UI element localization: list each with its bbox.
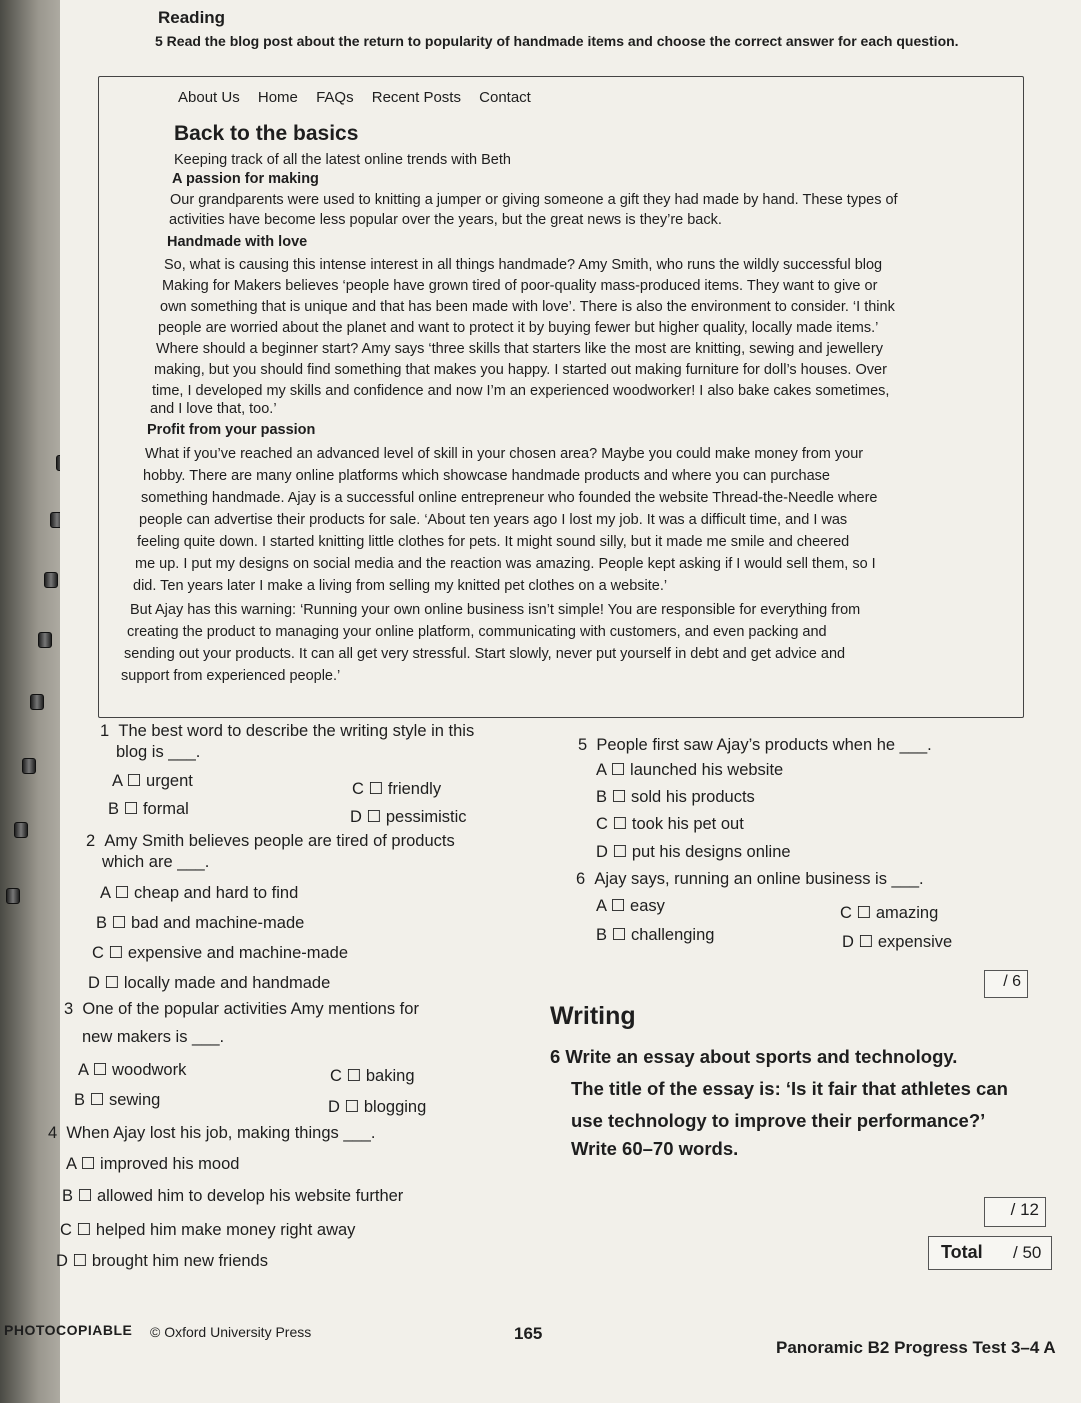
- q6-option-b[interactable]: B ☐ challenging: [596, 926, 715, 944]
- question-6-stem: 6 Ajay says, running an online business is ___.: [576, 870, 924, 888]
- q6-option-d[interactable]: D ☐ expensive: [842, 933, 953, 951]
- question-1-stem: 1 The best word to describe the writing style in this: [100, 722, 475, 740]
- blog-subtitle: Keeping track of all the latest online trends with Beth: [174, 152, 511, 168]
- blog-line: time, I developed my skills and confidence and now I’m an experienced woodworker! I also bake cakes sometimes,: [152, 383, 890, 399]
- blog-line: Making for Makers believes ‘people have grown tired of poor-quality mass-produced items. They want to give or: [162, 278, 878, 294]
- blog-line: feeling quite down. I started knitting little clothes for pets. It might sound silly, but it made me smile and cheered: [137, 534, 850, 550]
- blog-line: Our grandparents were used to knitting a jumper or giving someone a gift they had made by hand. These types of: [170, 192, 898, 208]
- q3-option-d[interactable]: D ☐ blogging: [328, 1098, 427, 1116]
- question-3-stem: 3 One of the popular activities Amy mentions for: [64, 1000, 419, 1018]
- blog-line: activities have become less popular over the years, but the great news is they’re back.: [169, 212, 722, 228]
- binding-ring: [14, 822, 28, 838]
- question-2-stem: 2 Amy Smith believes people are tired of products: [86, 832, 455, 850]
- binding-ring: [44, 572, 58, 588]
- writing-task-line: Write 60–70 words.: [571, 1138, 739, 1159]
- binding-ring: [30, 694, 44, 710]
- total-score: / 50: [1013, 1243, 1042, 1262]
- q6-option-a[interactable]: A ☐ easy: [596, 897, 665, 915]
- q1-option-c[interactable]: C ☐ friendly: [352, 780, 442, 798]
- q4-option-b[interactable]: B ☐ allowed him to develop his website further: [62, 1187, 404, 1205]
- q2-option-d[interactable]: D ☐ locally made and handmade: [88, 974, 331, 992]
- blog-line: What if you’ve reached an advanced level of skill in your chosen area? Maybe you could make money from your: [145, 446, 864, 462]
- nav-recent-posts[interactable]: Recent Posts: [371, 89, 461, 106]
- blog-line: sending out your products. It can all get very stressful. Start slowly, never put yourself in debt and get advice and: [124, 646, 846, 662]
- q1-option-a[interactable]: A ☐ urgent: [112, 772, 193, 790]
- photocopiable-label: PHOTOCOPIABLE: [4, 1322, 133, 1338]
- q5-option-b[interactable]: B ☐ sold his products: [596, 788, 755, 806]
- blog-line: people can advertise their products for sale. ‘About ten years ago I lost my job. It was a difficult time, and I was: [139, 512, 848, 528]
- q5-option-c[interactable]: C ☐ took his pet out: [596, 815, 744, 833]
- test-name: Panoramic B2 Progress Test 3–4 A: [776, 1338, 1056, 1357]
- q1-option-d[interactable]: D ☐ pessimistic: [350, 808, 467, 826]
- blog-line: making, but you should find something that makes you happy. I started out making furniture for doll’s houses. Over: [154, 362, 887, 378]
- blog-line: and I love that, too.’: [150, 401, 277, 417]
- nav-contact[interactable]: Contact: [479, 89, 531, 106]
- total-label: Total: [941, 1242, 983, 1262]
- binding-ring: [38, 632, 52, 648]
- writing-task-line: The title of the essay is: ‘Is it fair that athletes can: [571, 1078, 1008, 1099]
- blog-line: people are worried about the planet and want to protect it by buying fewer but higher quality, locally made items.’: [158, 320, 879, 336]
- q2-option-b[interactable]: B ☐ bad and machine-made: [96, 914, 305, 932]
- binding-ring: [6, 888, 20, 904]
- q4-option-c[interactable]: C ☐ helped him make money right away: [60, 1221, 356, 1239]
- question-1-stem-cont: blog is ___.: [116, 743, 201, 761]
- question-3-stem-cont: new makers is ___.: [82, 1028, 225, 1046]
- binding-ring: [22, 758, 36, 774]
- question-5-stem: 5 People first saw Ajay’s products when he ___.: [578, 736, 932, 754]
- total-score-box[interactable]: [928, 1236, 1052, 1270]
- q4-option-d[interactable]: D ☐ brought him new friends: [56, 1252, 268, 1270]
- blog-line: own something that is unique and that has been made with love’. There is also the environment to consider. ‘I think: [160, 299, 895, 315]
- question-4-stem: 4 When Ajay lost his job, making things ___.: [48, 1124, 376, 1142]
- blog-line: something handmade. Ajay is a successful online entrepreneur who founded the website Thread-the-Needle where: [141, 490, 878, 506]
- nav-about-us[interactable]: About Us: [178, 89, 240, 106]
- q3-option-b[interactable]: B ☐ sewing: [74, 1091, 161, 1109]
- blog-line: hobby. There are many online platforms which showcase handmade products and where you can purchase: [143, 468, 831, 484]
- section-heading: Profit from your passion: [147, 422, 316, 438]
- q3-option-c[interactable]: C ☐ baking: [330, 1067, 415, 1085]
- blog-line: did. Ten years later I make a living from selling my knitted pet clothes on a website.’: [133, 578, 668, 594]
- q1-option-b[interactable]: B ☐ formal: [108, 800, 189, 818]
- q2-option-c[interactable]: C ☐ expensive and machine-made: [92, 944, 349, 962]
- writing-score-box[interactable]: / 12: [984, 1197, 1046, 1227]
- blog-nav: [178, 89, 545, 106]
- copyright: © Oxford University Press: [150, 1324, 312, 1340]
- nav-home[interactable]: Home: [257, 89, 298, 106]
- q3-option-a[interactable]: A ☐ woodwork: [78, 1061, 187, 1079]
- section-heading: Handmade with love: [167, 234, 308, 250]
- nav-faqs[interactable]: FAQs: [316, 89, 354, 106]
- blog-line: me up. I put my designs on social media and the reaction was amazing. People kept asking if I would sell them, so I: [135, 556, 876, 572]
- blog-line: But Ajay has this warning: ‘Running your own online business isn’t simple! You are responsible for everything from: [130, 602, 861, 618]
- reading-score-box[interactable]: / 6: [984, 970, 1028, 998]
- writing-task-line: use technology to improve their performance?’: [571, 1110, 986, 1131]
- page-number: 165: [514, 1324, 543, 1343]
- blog-line: creating the product to managing your online platform, communicating with customers, and even packing and: [127, 624, 827, 640]
- writing-title: Writing: [550, 1002, 636, 1030]
- q6-option-c[interactable]: C ☐ amazing: [840, 904, 939, 922]
- section-heading: A passion for making: [172, 171, 319, 187]
- blog-line: Where should a beginner start? Amy says ‘three skills that starters like the most are knitting, sewing and jewellery: [156, 341, 883, 357]
- reading-instruction: 5 Read the blog post about the return to popularity of handmade items and choose the correct answer for each question.: [155, 33, 959, 49]
- blog-line: So, what is causing this intense interest in all things handmade? Amy Smith, who runs the wildly successful blog: [164, 257, 883, 273]
- q4-option-a[interactable]: A ☐ improved his mood: [66, 1155, 240, 1173]
- question-2-stem-cont: which are ___.: [102, 853, 210, 871]
- writing-task-line: 6 Write an essay about sports and technology.: [550, 1046, 958, 1067]
- reading-title: Reading: [158, 8, 226, 27]
- q5-option-a[interactable]: A ☐ launched his website: [596, 761, 784, 779]
- blog-line: support from experienced people.’: [121, 668, 341, 684]
- q2-option-a[interactable]: A ☐ cheap and hard to find: [100, 884, 299, 902]
- blog-title: Back to the basics: [174, 122, 359, 145]
- q5-option-d[interactable]: D ☐ put his designs online: [596, 843, 791, 861]
